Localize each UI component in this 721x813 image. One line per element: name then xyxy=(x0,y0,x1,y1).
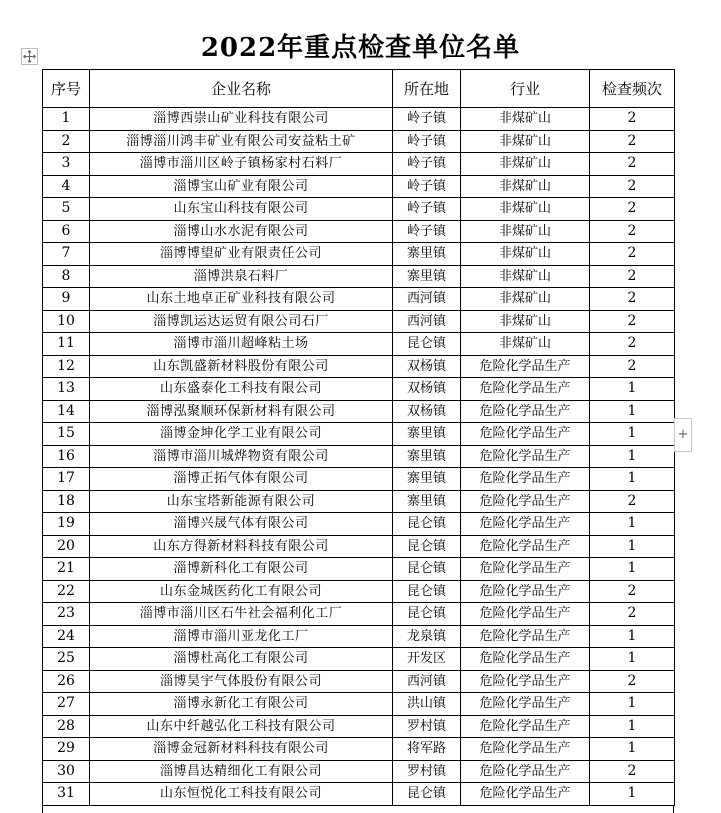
cell-location: 罗村镇 xyxy=(393,715,461,738)
table-row xyxy=(43,513,675,536)
cell-seq: 3 xyxy=(43,153,90,176)
cell-frequency: 2 xyxy=(590,175,675,198)
cell-company-name: 山东宝山科技有限公司 xyxy=(90,198,393,221)
cell-frequency: 1 xyxy=(590,468,675,491)
table-row xyxy=(43,333,675,356)
table-row xyxy=(43,445,675,468)
cell-seq: 24 xyxy=(43,625,90,648)
table-row xyxy=(43,175,675,198)
cell-company-name: 淄博新科化工有限公司 xyxy=(90,558,393,581)
table-row xyxy=(43,760,675,783)
cell-company-name: 淄博宝山矿业有限公司 xyxy=(90,175,393,198)
table-header-row xyxy=(43,70,675,108)
cell-frequency: 2 xyxy=(590,760,675,783)
cell-frequency: 1 xyxy=(590,783,675,806)
header-frequency: 检查频次 xyxy=(590,70,675,108)
cell-company-name: 淄博昊宇气体股份有限公司 xyxy=(90,670,393,693)
cell-industry: 非煤矿山 xyxy=(461,310,590,333)
header-location: 所在地 xyxy=(393,70,461,108)
cell-industry: 危险化学品生产 xyxy=(461,670,590,693)
cell-location: 开发区 xyxy=(393,648,461,671)
cell-industry: 危险化学品生产 xyxy=(461,535,590,558)
cell-industry: 危险化学品生产 xyxy=(461,693,590,716)
cell-frequency: 2 xyxy=(590,288,675,311)
cell-location: 罗村镇 xyxy=(393,760,461,783)
cell-frequency: 2 xyxy=(590,490,675,513)
cell-location: 昆仑镇 xyxy=(393,783,461,806)
cell-location: 双杨镇 xyxy=(393,355,461,378)
table-row xyxy=(43,423,675,446)
cell-industry: 危险化学品生产 xyxy=(461,468,590,491)
table-row xyxy=(43,243,675,266)
cell-location: 岭子镇 xyxy=(393,220,461,243)
table-row xyxy=(43,400,675,423)
cell-location: 洪山镇 xyxy=(393,693,461,716)
cell-company-name: 淄博凯运达运贸有限公司石厂 xyxy=(90,310,393,333)
cell-industry: 危险化学品生产 xyxy=(461,558,590,581)
cell-industry: 危险化学品生产 xyxy=(461,760,590,783)
cell-location: 寨里镇 xyxy=(393,445,461,468)
cell-industry: 危险化学品生产 xyxy=(461,513,590,536)
cell-frequency: 2 xyxy=(590,603,675,626)
plus-icon: + xyxy=(677,427,689,442)
cell-industry: 非煤矿山 xyxy=(461,333,590,356)
document-title: 2022年重点检查单位名单 xyxy=(200,33,521,63)
cell-company-name: 淄博淄川鸿丰矿业有限公司安益粘土矿 xyxy=(90,130,393,153)
cell-location: 寨里镇 xyxy=(393,265,461,288)
cell-location: 西河镇 xyxy=(393,670,461,693)
table-row xyxy=(43,580,675,603)
table-row xyxy=(43,693,675,716)
cell-company-name: 山东方得新材料科技有限公司 xyxy=(90,535,393,558)
table-row xyxy=(43,715,675,738)
table-row xyxy=(43,265,675,288)
cell-seq: 1 xyxy=(43,108,90,131)
cell-location: 龙泉镇 xyxy=(393,625,461,648)
cell-seq: 27 xyxy=(43,693,90,716)
table-continuation-border xyxy=(42,805,674,806)
table-row xyxy=(43,558,675,581)
cell-location: 岭子镇 xyxy=(393,130,461,153)
header-seq: 序号 xyxy=(43,70,90,108)
cell-company-name: 淄博杜高化工有限公司 xyxy=(90,648,393,671)
table-row xyxy=(43,220,675,243)
cell-seq: 17 xyxy=(43,468,90,491)
cell-location: 岭子镇 xyxy=(393,175,461,198)
cell-frequency: 1 xyxy=(590,423,675,446)
cell-location: 昆仑镇 xyxy=(393,535,461,558)
cell-company-name: 山东中纤越弘化工科技有限公司 xyxy=(90,715,393,738)
cell-frequency: 1 xyxy=(590,625,675,648)
cell-seq: 12 xyxy=(43,355,90,378)
cell-seq: 26 xyxy=(43,670,90,693)
cell-seq: 16 xyxy=(43,445,90,468)
cell-industry: 危险化学品生产 xyxy=(461,490,590,513)
cell-frequency: 1 xyxy=(590,715,675,738)
table-row xyxy=(43,198,675,221)
cell-company-name: 淄博山水水泥有限公司 xyxy=(90,220,393,243)
cell-location: 双杨镇 xyxy=(393,378,461,401)
cell-seq: 22 xyxy=(43,580,90,603)
cell-seq: 19 xyxy=(43,513,90,536)
table-row xyxy=(43,490,675,513)
cell-frequency: 2 xyxy=(590,198,675,221)
cell-company-name: 淄博市淄川亚龙化工厂 xyxy=(90,625,393,648)
cell-frequency: 1 xyxy=(590,378,675,401)
cell-seq: 20 xyxy=(43,535,90,558)
cell-location: 昆仑镇 xyxy=(393,603,461,626)
cell-seq: 10 xyxy=(43,310,90,333)
table-row xyxy=(43,378,675,401)
cell-frequency: 1 xyxy=(590,648,675,671)
table-row xyxy=(43,153,675,176)
header-industry: 行业 xyxy=(461,70,590,108)
cell-frequency: 1 xyxy=(590,693,675,716)
cell-industry: 危险化学品生产 xyxy=(461,378,590,401)
cell-company-name: 山东凯盛新材料股份有限公司 xyxy=(90,355,393,378)
cell-company-name: 淄博兴晟气体有限公司 xyxy=(90,513,393,536)
cell-location: 双杨镇 xyxy=(393,400,461,423)
header-company-name: 企业名称 xyxy=(90,70,393,108)
table-row xyxy=(43,603,675,626)
cell-industry: 非煤矿山 xyxy=(461,153,590,176)
cell-company-name: 淄博金坤化学工业有限公司 xyxy=(90,423,393,446)
cell-seq: 5 xyxy=(43,198,90,221)
cell-location: 将军路 xyxy=(393,738,461,761)
cell-company-name: 淄博正拓气体有限公司 xyxy=(90,468,393,491)
table-row xyxy=(43,355,675,378)
cell-company-name: 山东土地卓正矿业科技有限公司 xyxy=(90,288,393,311)
cell-seq: 13 xyxy=(43,378,90,401)
cell-company-name: 淄博博望矿业有限责任公司 xyxy=(90,243,393,266)
cell-industry: 非煤矿山 xyxy=(461,175,590,198)
cell-industry: 危险化学品生产 xyxy=(461,580,590,603)
cell-industry: 危险化学品生产 xyxy=(461,400,590,423)
cell-company-name: 淄博市淄川区石牛社会福利化工厂 xyxy=(90,603,393,626)
cell-seq: 7 xyxy=(43,243,90,266)
cell-frequency: 2 xyxy=(590,310,675,333)
cell-location: 岭子镇 xyxy=(393,198,461,221)
cell-seq: 28 xyxy=(43,715,90,738)
cell-company-name: 淄博市淄川超峰粘土场 xyxy=(90,333,393,356)
cell-location: 寨里镇 xyxy=(393,490,461,513)
cell-company-name: 淄博洪泉石料厂 xyxy=(90,265,393,288)
cell-frequency: 1 xyxy=(590,400,675,423)
cell-seq: 6 xyxy=(43,220,90,243)
cell-industry: 危险化学品生产 xyxy=(461,445,590,468)
cell-industry: 非煤矿山 xyxy=(461,243,590,266)
cell-location: 昆仑镇 xyxy=(393,333,461,356)
table-continuation-left xyxy=(42,805,43,813)
cell-seq: 14 xyxy=(43,400,90,423)
cell-location: 昆仑镇 xyxy=(393,558,461,581)
cell-frequency: 1 xyxy=(590,445,675,468)
cell-industry: 危险化学品生产 xyxy=(461,625,590,648)
cell-location: 寨里镇 xyxy=(393,243,461,266)
cell-frequency: 2 xyxy=(590,355,675,378)
table-row xyxy=(43,670,675,693)
table-row xyxy=(43,783,675,806)
add-column-button[interactable] xyxy=(674,418,692,452)
cell-company-name: 山东金城医药化工有限公司 xyxy=(90,580,393,603)
cell-company-name: 淄博昌达精细化工有限公司 xyxy=(90,760,393,783)
cell-industry: 危险化学品生产 xyxy=(461,715,590,738)
cell-location: 昆仑镇 xyxy=(393,580,461,603)
cell-frequency: 1 xyxy=(590,738,675,761)
cell-location: 昆仑镇 xyxy=(393,513,461,536)
cell-seq: 8 xyxy=(43,265,90,288)
cell-frequency: 2 xyxy=(590,130,675,153)
cell-frequency: 2 xyxy=(590,153,675,176)
cell-industry: 危险化学品生产 xyxy=(461,355,590,378)
cell-company-name: 淄博西崇山矿业科技有限公司 xyxy=(90,108,393,131)
cell-frequency: 2 xyxy=(590,333,675,356)
cell-location: 岭子镇 xyxy=(393,153,461,176)
table-row xyxy=(43,648,675,671)
cell-seq: 31 xyxy=(43,783,90,806)
cell-seq: 4 xyxy=(43,175,90,198)
cell-industry: 危险化学品生产 xyxy=(461,423,590,446)
cell-industry: 非煤矿山 xyxy=(461,265,590,288)
cell-industry: 危险化学品生产 xyxy=(461,783,590,806)
table-row xyxy=(43,108,675,131)
cell-frequency: 2 xyxy=(590,243,675,266)
cell-company-name: 淄博市淄川区岭子镇杨家村石料厂 xyxy=(90,153,393,176)
cell-industry: 危险化学品生产 xyxy=(461,738,590,761)
table-row xyxy=(43,738,675,761)
cell-frequency: 2 xyxy=(590,670,675,693)
cell-seq: 30 xyxy=(43,760,90,783)
cell-company-name: 山东宝塔新能源有限公司 xyxy=(90,490,393,513)
cell-seq: 18 xyxy=(43,490,90,513)
cell-location: 寨里镇 xyxy=(393,468,461,491)
cell-frequency: 2 xyxy=(590,220,675,243)
cell-seq: 21 xyxy=(43,558,90,581)
cell-seq: 2 xyxy=(43,130,90,153)
table-continuation-right xyxy=(673,805,674,813)
cell-frequency: 2 xyxy=(590,580,675,603)
cell-company-name: 山东恒悦化工科技有限公司 xyxy=(90,783,393,806)
table-row xyxy=(43,468,675,491)
table-row xyxy=(43,535,675,558)
table-row xyxy=(43,310,675,333)
table-row xyxy=(43,130,675,153)
cell-location: 岭子镇 xyxy=(393,108,461,131)
cell-location: 西河镇 xyxy=(393,288,461,311)
cell-industry: 危险化学品生产 xyxy=(461,648,590,671)
cell-seq: 23 xyxy=(43,603,90,626)
cell-frequency: 2 xyxy=(590,108,675,131)
cell-company-name: 淄博金冠新材料科技有限公司 xyxy=(90,738,393,761)
cell-frequency: 1 xyxy=(590,513,675,536)
cell-location: 西河镇 xyxy=(393,310,461,333)
cell-company-name: 淄博泓聚顺环保新材料有限公司 xyxy=(90,400,393,423)
cell-frequency: 2 xyxy=(590,265,675,288)
cell-location: 寨里镇 xyxy=(393,423,461,446)
table-row xyxy=(43,625,675,648)
cell-industry: 非煤矿山 xyxy=(461,220,590,243)
cell-industry: 非煤矿山 xyxy=(461,198,590,221)
cell-company-name: 山东盛泰化工科技有限公司 xyxy=(90,378,393,401)
inspection-table xyxy=(42,69,675,806)
cell-company-name: 淄博永新化工有限公司 xyxy=(90,693,393,716)
cell-industry: 非煤矿山 xyxy=(461,288,590,311)
cell-seq: 9 xyxy=(43,288,90,311)
cell-industry: 非煤矿山 xyxy=(461,130,590,153)
cell-industry: 危险化学品生产 xyxy=(461,603,590,626)
cell-frequency: 1 xyxy=(590,558,675,581)
cell-seq: 25 xyxy=(43,648,90,671)
cell-company-name: 淄博市淄川城烨物资有限公司 xyxy=(90,445,393,468)
cell-industry: 非煤矿山 xyxy=(461,108,590,131)
cell-seq: 29 xyxy=(43,738,90,761)
cell-seq: 11 xyxy=(43,333,90,356)
cell-seq: 15 xyxy=(43,423,90,446)
table-row xyxy=(43,288,675,311)
cell-frequency: 1 xyxy=(590,535,675,558)
